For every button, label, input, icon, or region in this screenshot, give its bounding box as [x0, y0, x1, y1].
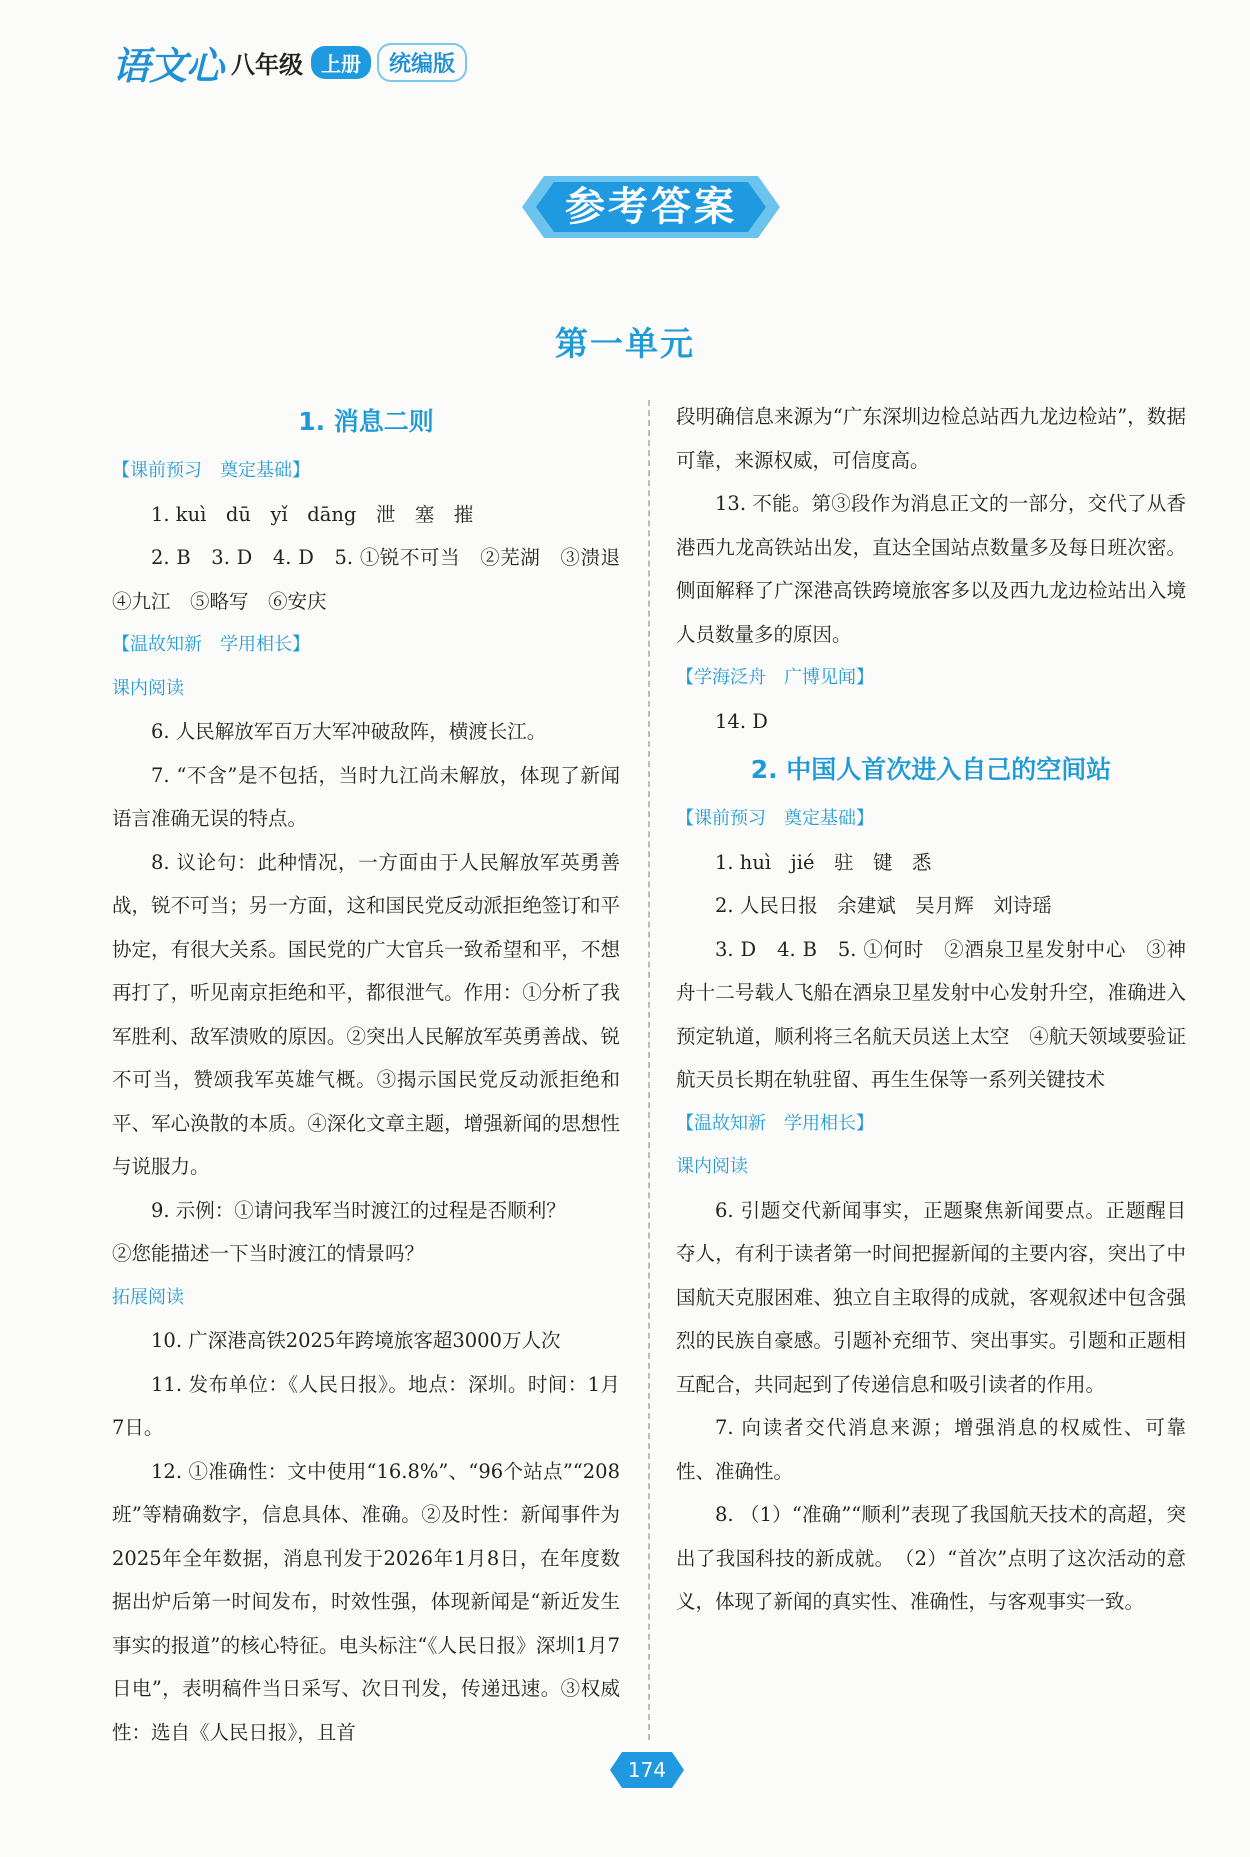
answer-item: 1. kuì dū yǐ dāng 泄 塞 摧 — [151, 502, 474, 526]
grade-label: 八年级 — [231, 50, 304, 79]
section-heading: 【课前预习 奠定基础】 — [112, 460, 310, 481]
answer-item: ②您能描述一下当时渡江的情景吗？ — [112, 1242, 425, 1265]
answer-item: 2. B 3. D 4. D 5. ①锐不可当 ②芜湖 ③溃退 ④九江 ⑤略写 ⑥安庆 — [112, 546, 640, 613]
banner-title: 参考答案 — [565, 183, 737, 230]
section-heading: 【课前预习 奠定基础】 — [676, 808, 874, 829]
lesson-title: 2. 中国人首次进入自己的空间站 — [750, 755, 1112, 784]
answer-item: 9. 示例：①请问我军当时渡江的过程是否顺利？ — [151, 1198, 566, 1222]
answer-item: 段明确信息来源为“广东深圳边检总站西九龙边检站”，数据可靠，来源权威，可信度高。 — [676, 405, 1186, 472]
column-divider — [648, 400, 650, 1740]
section-heading: 【温故知新 学用相长】 — [676, 1112, 874, 1134]
section-heading: 【学海泛舟 广博见闻】 — [676, 667, 874, 688]
unit-title: 第一单元 — [555, 324, 695, 363]
book-header — [112, 40, 467, 88]
answer-item: 3. D 4. B 5. ①何时 ②酒泉卫星发射中心 ③神舟十二号载人飞船在酒泉卫星发射中心发射升空，准确进入预定轨道，顺利将三名航天员送上太空 ④航天领域要验证航天员长期在轨驻留、再生生保等一系列关键技术 — [676, 937, 1186, 1091]
answer-item: 14. D — [715, 709, 768, 733]
page-number-text: 174 — [627, 1758, 667, 1782]
answer-item: 8. 议论句：此种情况，一方面由于人民解放军英勇善战，锐不可当；另一方面，这和国民党反动派拒绝签订和平协定，有很大关系。国民党的广大官兵一致希望和平，不想再打了，听见南京拒绝和平，都很泄气。作用：①分析了我军胜利、敌军溃败的原因。②突出人民解放军英勇善战、锐不可当，赞颂我军英雄气概。③揭示国民党反动派拒绝和平、军心涣散的本质。④深化文章主题，增强新闻的思想性与说服力。 — [112, 850, 620, 1178]
section-heading: 【温故知新 学用相长】 — [112, 634, 310, 655]
answer-item: 13. 不能。第③段作为消息正文的一部分，交代了从香港西九龙高铁站出发，直达全国站点数量多及每日班次密。侧面解释了广深港高铁跨境旅客多以及西九龙边检站出入境人员数量多的原因。 — [676, 492, 1186, 646]
answer-item: 7. 向读者交代消息来源；增强消息的权威性、可靠性、准确性。 — [676, 1416, 1186, 1483]
answer-item: 12. ①准确性：文中使用“16.8%”、“96个站点”“208班”等精确数字，信息具体、准确。②及时性：新闻事件为2025年全年数据，消息刊发于2026年1月8日，在年度数据出炉后第一时间发布，时效性强，体现新闻是“新近发生事实的报道”的核心特征。电头标注“《人民日报》深圳1月7日电”，表明稿件当日采写、次日刊发，传递迅速。③权威性：选自《人民日报》，且首 — [112, 1459, 620, 1744]
left-column — [112, 395, 640, 1754]
volume-badge: 上册 — [311, 46, 371, 79]
answer-item: 10. 广深港高铁2025年跨境旅客超3000万人次 — [151, 1329, 561, 1352]
answer-item: 2. 人民日报 余建斌 吴月辉 刘诗瑶 — [715, 894, 1052, 917]
subsection-heading: 课内阅读 — [676, 1156, 748, 1177]
answer-item: 11. 发布单位：《人民日报》。地点：深圳。时间：1月7日。 — [112, 1372, 620, 1439]
brand-logo: 语文心 — [112, 43, 224, 88]
answer-item: 6. 引题交代新闻事实，正题聚焦新闻要点。正题醒目夺人，有利于读者第一时间把握新闻的主要内容，突出了中国航天克服困难、独立自主取得的成就，客观叙述中包含强烈的民族自豪感。引题补充细节、突出事实。引题和正题相互配合，共同起到了传递信息和吸引读者的作用。 — [676, 1198, 1186, 1396]
subsection-heading: 课内阅读 — [112, 677, 184, 699]
answer-banner — [522, 168, 780, 246]
answer-item: 7. “不含”是不包括，当时九江尚未解放，体现了新闻语言准确无误的特点。 — [112, 763, 620, 830]
subsection-heading: 拓展阅读 — [112, 1286, 184, 1308]
page-number — [610, 1752, 684, 1788]
right-column — [676, 395, 1186, 1624]
answer-item: 8. （1）“准确”“顺利”表现了我国航天技术的高超，突出了我国科技的新成就。 （2）“首次”点明了这次活动的意义，体现了新闻的真实性、准确性，与客观事实一致。 — [676, 1503, 1186, 1613]
answer-item: 6. 人民解放军百万大军冲破敌阵，横渡长江。 — [151, 720, 547, 743]
edition-label: 统编版 — [377, 43, 467, 82]
lesson-title: 1. 消息二则 — [298, 407, 434, 436]
answer-item: 1. huì jié 驻 键 悉 — [715, 850, 932, 874]
